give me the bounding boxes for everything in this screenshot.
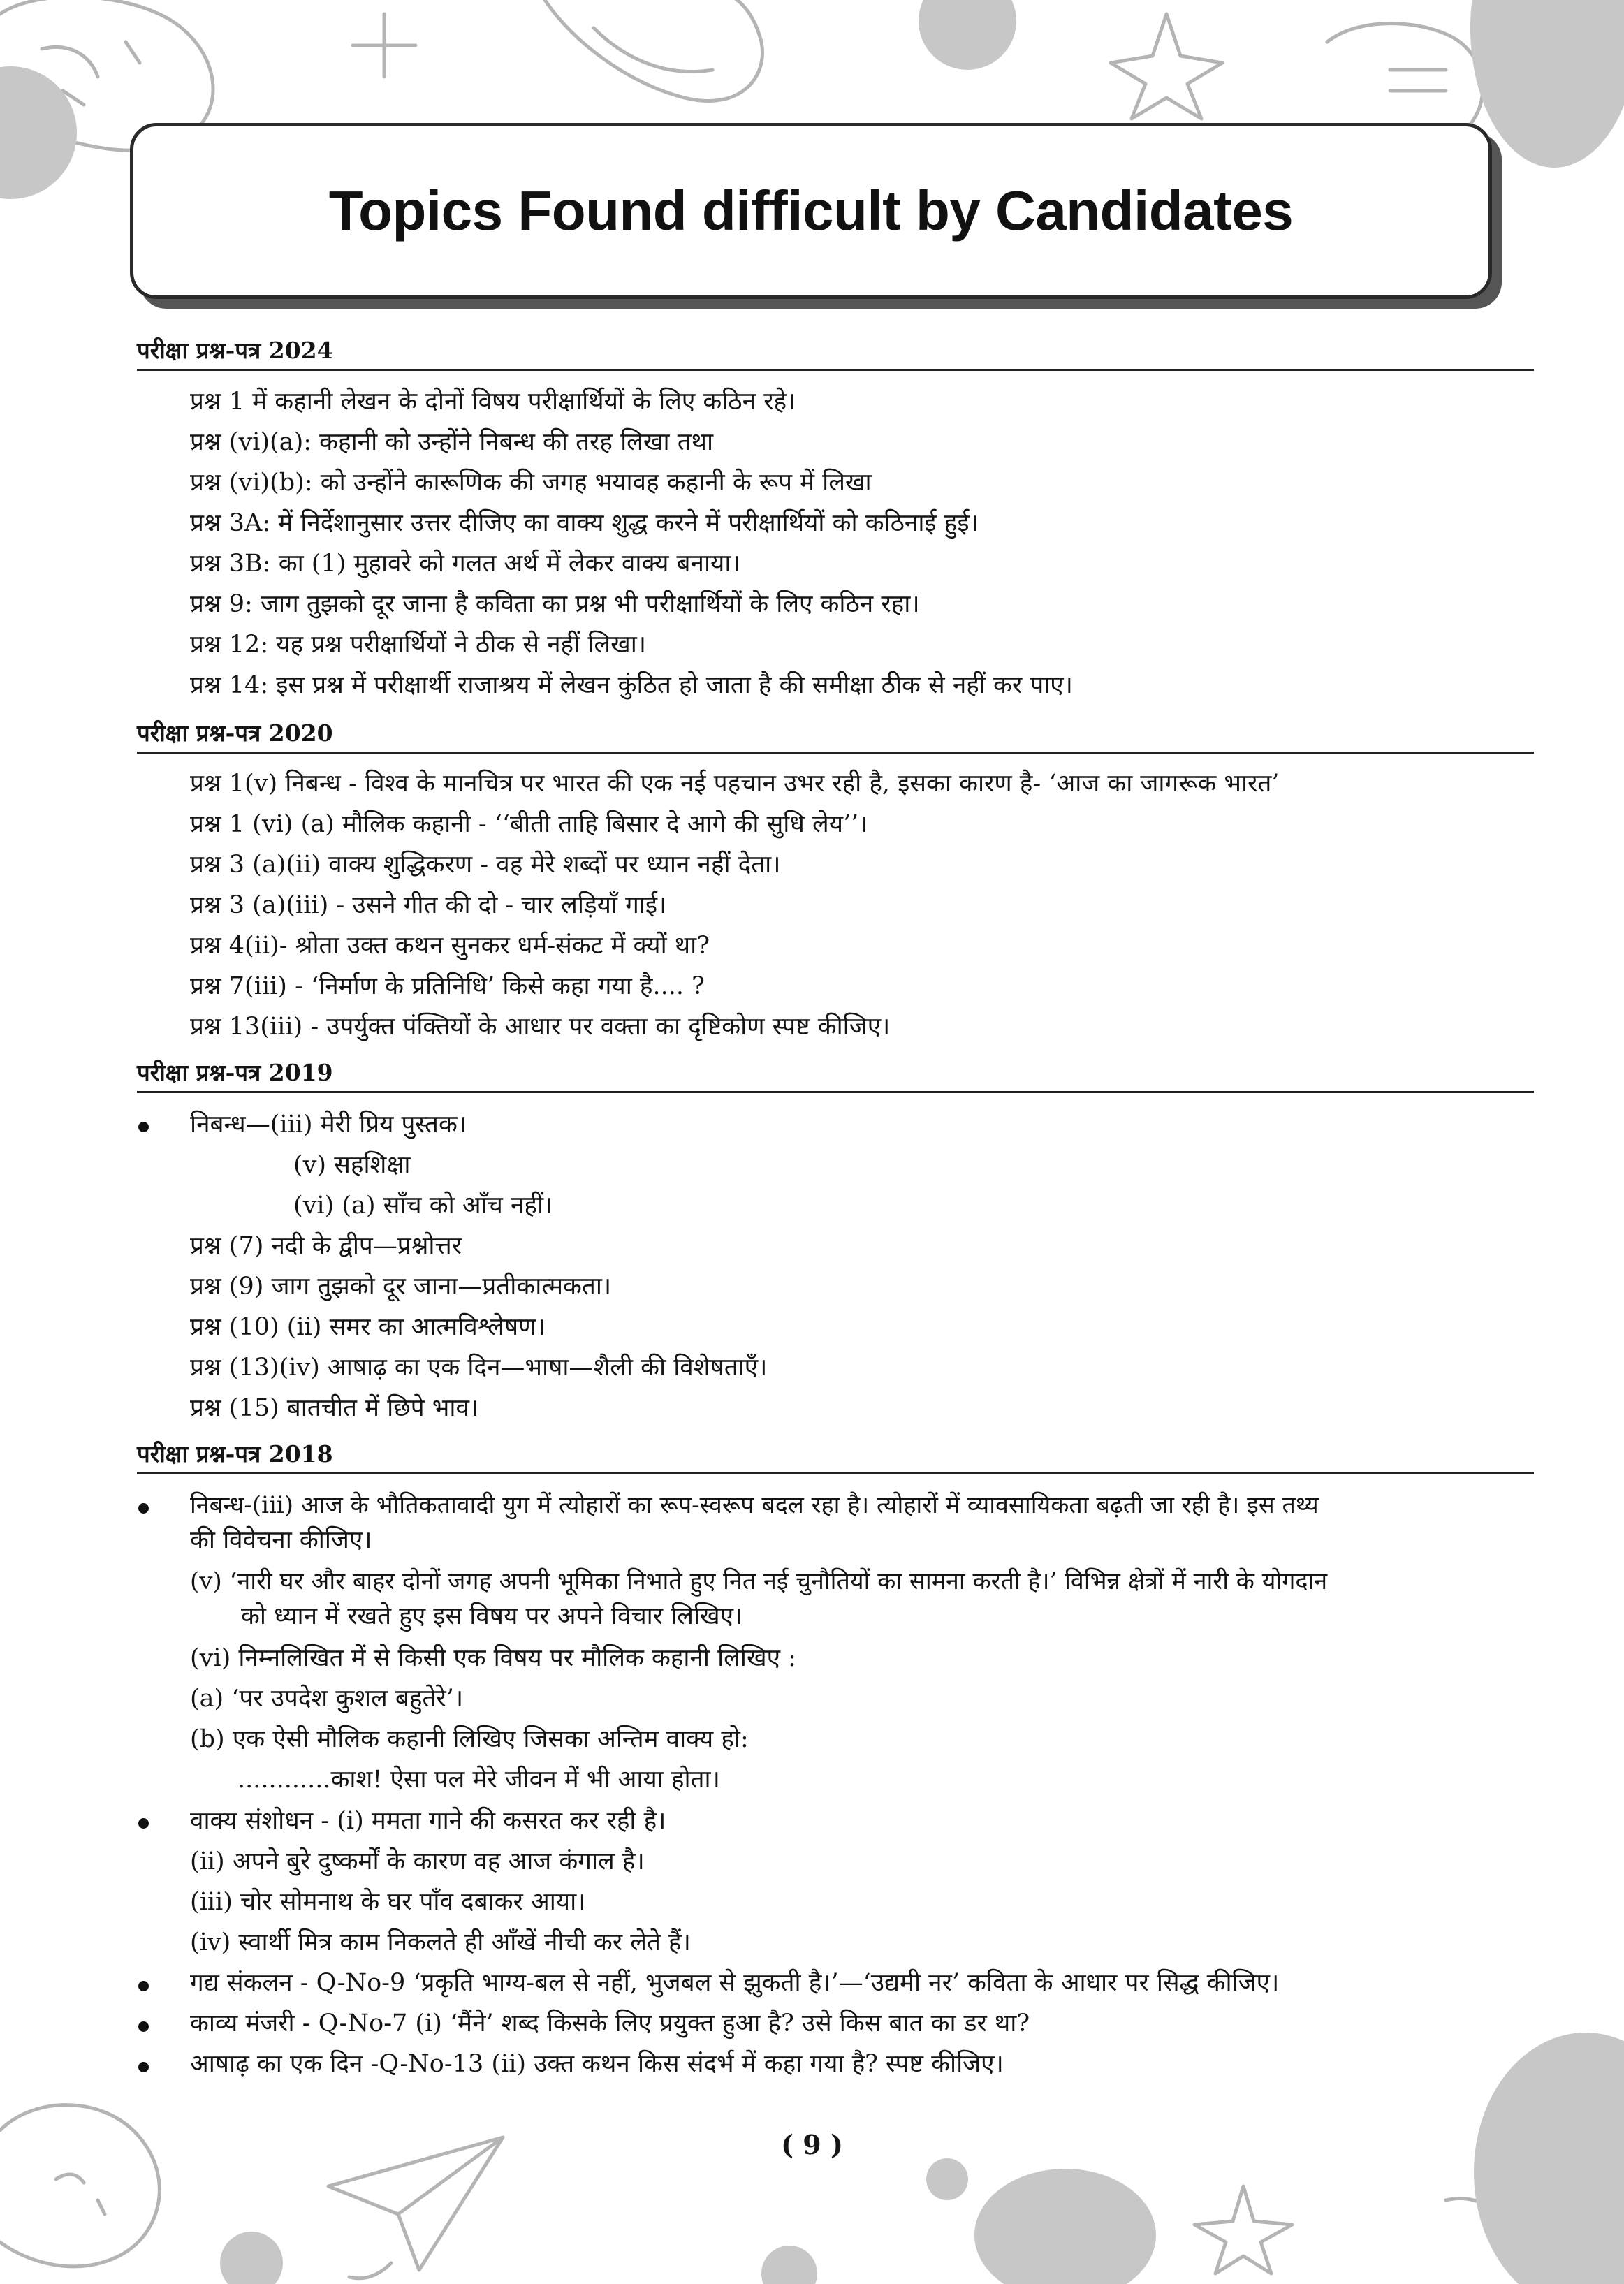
list-item: (iv) स्वार्थी मित्र काम निकलते ही आँखें नीची कर लेते हैं।	[190, 1928, 691, 1956]
list-item: (vi) निम्नलिखित में से किसी एक विषय पर मौलिक कहानी लिखिए :	[190, 1644, 796, 1672]
list-item: को ध्यान में रखते हुए इस विषय पर अपने विचार लिखिए।	[241, 1602, 743, 1630]
list-item: प्रश्न 12: यह प्रश्न परीक्षार्थियों ने ठीक से नहीं लिखा।	[190, 631, 647, 659]
list-item: प्रश्न (vi)(b): को उन्होंने कारूणिक की जगह भयावह कहानी के रूप में लिखा	[190, 469, 872, 497]
list-item: आषाढ़ का एक दिन -Q-No-13 (ii) उक्त कथन किस संदर्भ में कहा गया है? स्पष्ट कीजिए।	[190, 2050, 1004, 2078]
bullet	[138, 2062, 149, 2072]
section-heading-2018: परीक्षा प्रश्न-पत्र 2018	[137, 1437, 1534, 1474]
list-item: प्रश्न 3 (a)(iii) - उसने गीत की दो - चार लड़ियाँ गाई।	[190, 891, 667, 919]
list-item: प्रश्न 4(ii)- श्रोता उक्त कथन सुनकर धर्म-संकट में क्यों था?	[190, 932, 710, 960]
list-item: गद्य संकलन - Q-No-9 ‘प्रकृति भाग्य-बल से नहीं, भुजबल से झुकती है।’—‘उद्यमी नर’ कविता के आधार पर सिद्ध कीजिए।	[190, 1969, 1280, 1997]
bullet	[138, 1818, 149, 1829]
list-item: प्रश्न (15) बातचीत में छिपे भाव।	[190, 1394, 479, 1422]
list-item: प्रश्न (vi)(a): कहानी को उन्होंने निबन्ध की तरह लिखा तथा	[190, 428, 714, 456]
list-item: प्रश्न 9: जाग तुझको दूर जाना है कविता का प्रश्न भी परीक्षार्थियों के लिए कठिन रहा।	[190, 590, 920, 618]
list-item: प्रश्न 1 में कहानी लेखन के दोनों विषय परीक्षार्थियों के लिए कठिन रहे।	[190, 388, 796, 416]
list-item: प्रश्न 13(iii) - उपर्युक्त पंक्तियों के आधार पर वक्ता का दृष्टिकोण स्पष्ट कीजिए।	[190, 1013, 891, 1041]
list-item: वाक्य संशोधन - (i) ममता गाने की कसरत कर रही है।	[190, 1807, 666, 1835]
page-number: ( 9 )	[781, 2129, 843, 2160]
list-item: निबन्ध-(iii) आज के भौतिकतावादी युग में त्योहारों का रूप-स्वरूप बदल रहा है। त्योहारों में व्यावसायिकता बढ़ती जा रही है। इस तथ्य	[190, 1491, 1319, 1519]
page-title: Topics Found difficult by Candidates	[328, 180, 1294, 242]
list-item: (a) ‘पर उपदेश कुशल बहुतेरे’।	[190, 1685, 464, 1713]
section-heading-2019: परीक्षा प्रश्न-पत्र 2019	[137, 1056, 1534, 1093]
list-item: प्रश्न 1 (vi) (a) मौलिक कहानी - ‘‘बीती ताहि बिसार दे आगे की सुधि लेय’’।	[190, 810, 868, 838]
list-item: प्रश्न 1(v) निबन्ध - विश्व के मानचित्र पर भारत की एक नई पहचान उभर रही है, इसका कारण है- ‘आज का जागरूक भारत’	[190, 770, 1280, 798]
list-item: प्रश्न 3B: का (1) मुहावरे को गलत अर्थ में लेकर वाक्य बनाया।	[190, 550, 740, 578]
section-heading-2020: परीक्षा प्रश्न-पत्र 2020	[137, 717, 1534, 754]
list-item: निबन्ध—(iii) मेरी प्रिय पुस्तक।	[190, 1111, 467, 1139]
list-item: प्रश्न 3A: में निर्देशानुसार उत्तर दीजिए का वाक्य शुद्ध करने में परीक्षार्थियों को कठिनाई हुई।	[190, 509, 979, 537]
list-item: काव्य मंजरी - Q-No-7 (i) ‘मैंने’ शब्द किसके लिए प्रयुक्त हुआ है? उसे किस बात का डर था?	[190, 2010, 1030, 2037]
list-item: प्रश्न 7(iii) - ‘निर्माण के प्रतिनिधि’ किसे कहा गया है.... ?	[190, 972, 705, 1000]
list-item: प्रश्न (7) नदी के द्वीप—प्रश्नोत्तर	[190, 1232, 462, 1260]
list-item: प्रश्न (13)(iv) आषाढ़ का एक दिन—भाषा—शैली की विशेषताएँ।	[190, 1354, 768, 1382]
list-item: (v) ‘नारी घर और बाहर दोनों जगह अपनी भूमिका निभाते हुए नित नई चुनौतियों का सामना करती है।’ विभिन्न क्षेत्रों में नारी के योगदान	[190, 1567, 1328, 1595]
bullet	[138, 1503, 149, 1514]
list-item: ............काश! ऐसा पल मेरे जीवन में भी आया होता।	[237, 1766, 720, 1794]
bullet	[138, 1122, 149, 1132]
list-item: (ii) अपने बुरे दुष्कर्मों के कारण वह आज कंगाल है।	[190, 1847, 645, 1875]
bullet	[138, 2021, 149, 2032]
bullet	[138, 1981, 149, 1991]
title-box	[130, 123, 1492, 299]
list-item: प्रश्न (10) (ii) समर का आत्मविश्लेषण।	[190, 1313, 546, 1341]
list-item: प्रश्न 14: इस प्रश्न में परीक्षार्थी राजाश्रय में लेखन कुंठित हो जाता है की समीक्षा ठीक से नहीं कर पाए।	[190, 671, 1073, 699]
list-item: प्रश्न 3 (a)(ii) वाक्य शुद्धिकरण - वह मेरे शब्दों पर ध्यान नहीं देता।	[190, 851, 781, 879]
list-item: प्रश्न (9) जाग तुझको दूर जाना—प्रतीकात्मकता।	[190, 1273, 612, 1301]
list-item: (vi) (a) साँच को आँच नहीं।	[293, 1192, 553, 1220]
section-heading-2024: परीक्षा प्रश्न-पत्र 2024	[137, 334, 1534, 371]
list-item: की विवेचना कीजिए।	[190, 1526, 372, 1554]
list-item: (v) सहशिक्षा	[293, 1151, 411, 1179]
list-item: (iii) चोर सोमनाथ के घर पाँव दबाकर आया।	[190, 1888, 586, 1916]
list-item: (b) एक ऐसी मौलिक कहानी लिखिए जिसका अन्तिम वाक्य हो:	[190, 1725, 749, 1753]
